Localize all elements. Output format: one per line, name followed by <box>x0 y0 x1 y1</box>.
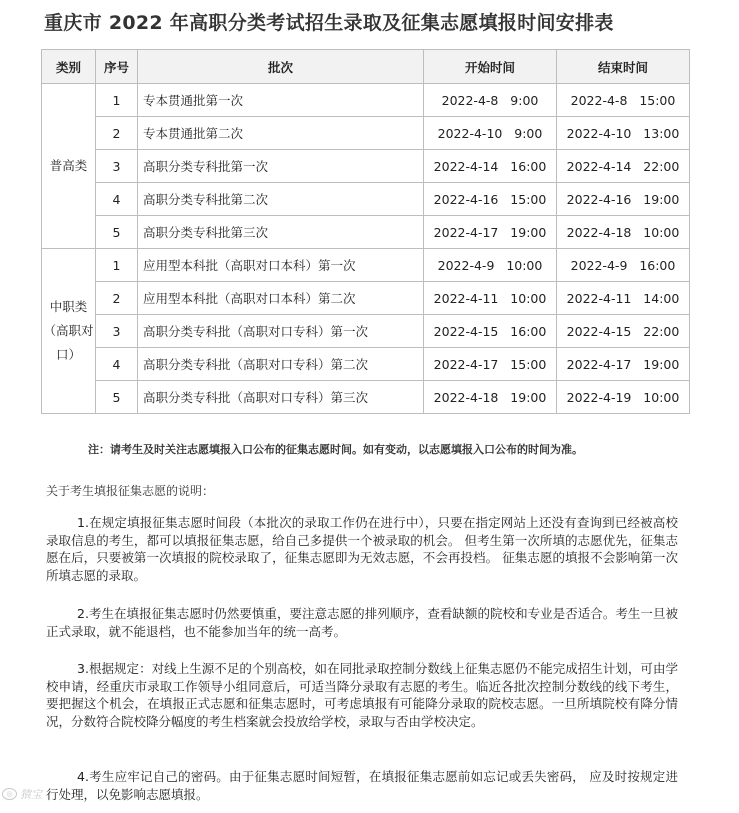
row-number: 1 <box>96 249 138 282</box>
table-row <box>42 315 690 348</box>
header-end-time: 结束时间 <box>557 50 690 84</box>
schedule-table <box>41 49 690 414</box>
header-batch: 批次 <box>138 50 424 84</box>
end-time: 2022-4-15 22:00 <box>557 315 690 348</box>
table-row <box>42 150 690 183</box>
category-cell: 普高类 <box>42 84 96 249</box>
start-time: 2022-4-16 15:00 <box>424 183 557 216</box>
table-row <box>42 381 690 414</box>
end-time: 2022-4-19 10:00 <box>557 381 690 414</box>
end-time: 2022-4-9 16:00 <box>557 249 690 282</box>
row-number: 5 <box>96 381 138 414</box>
end-time: 2022-4-16 19:00 <box>557 183 690 216</box>
watermark-logo-icon: ◎ <box>2 788 17 800</box>
batch-name: 专本贯通批第一次 <box>138 84 424 117</box>
batch-name: 应用型本科批（高职对口本科）第一次 <box>138 249 424 282</box>
start-time: 2022-4-9 10:00 <box>424 249 557 282</box>
row-number: 4 <box>96 183 138 216</box>
header-category: 类别 <box>42 50 96 84</box>
table-row <box>42 282 690 315</box>
start-time: 2022-4-10 9:00 <box>424 117 557 150</box>
row-number: 2 <box>96 282 138 315</box>
end-time: 2022-4-18 10:00 <box>557 216 690 249</box>
table-row <box>42 84 690 117</box>
header-number: 序号 <box>96 50 138 84</box>
page-title: 重庆市 2022 年高职分类考试招生录取及征集志愿填报时间安排表 <box>44 12 614 34</box>
table-note: 注：请考生及时关注志愿填报入口公布的征集志愿时间。如有变动，以志愿填报入口公布的时间为准。 <box>88 443 583 456</box>
explanation-paragraph-4: 4.考生应牢记自己的密码。由于征集志愿时间短暂，在填报征集志愿前如忘记或丢失密码， 应及时按规定进行处理，以免影响志愿填报。 <box>46 769 678 802</box>
end-time: 2022-4-14 22:00 <box>557 150 690 183</box>
start-time: 2022-4-17 15:00 <box>424 348 557 381</box>
start-time: 2022-4-18 19:00 <box>424 381 557 414</box>
row-number: 4 <box>96 348 138 381</box>
end-time: 2022-4-17 19:00 <box>557 348 690 381</box>
row-number: 1 <box>96 84 138 117</box>
start-time: 2022-4-8 9:00 <box>424 84 557 117</box>
start-time: 2022-4-17 19:00 <box>424 216 557 249</box>
batch-name: 高职分类专科批第一次 <box>138 150 424 183</box>
header-start-time: 开始时间 <box>424 50 557 84</box>
batch-name: 高职分类专科批第二次 <box>138 183 424 216</box>
table-row <box>42 117 690 150</box>
row-number: 3 <box>96 315 138 348</box>
batch-name: 高职分类专科批第三次 <box>138 216 424 249</box>
batch-name: 专本贯通批第二次 <box>138 117 424 150</box>
table-row <box>42 249 690 282</box>
batch-name: 高职分类专科批（高职对口专科）第二次 <box>138 348 424 381</box>
watermark-text: 猿宝 <box>20 788 42 801</box>
category-cell: 中职类（高职对口） <box>42 249 96 414</box>
explanation-paragraph-1: 1.在规定填报征集志愿时间段（本批次的录取工作仍在进行中），只要在指定网站上还没有查询到已经被高校录取信息的考生，都可以填报征集志愿，给自己多提供一个被录取的机会。 但考生第一次所填的志愿优先，征集志愿在后，只要被第一次填报的院校录取了，征集志愿即为无效志愿，不会再投档。 征集志愿的填报不会影响第一次所填志愿的录取。 <box>46 515 678 583</box>
row-number: 3 <box>96 150 138 183</box>
explanation-heading: 关于考生填报征集志愿的说明： <box>46 484 215 498</box>
table-header-row <box>42 50 690 84</box>
end-time: 2022-4-11 14:00 <box>557 282 690 315</box>
end-time: 2022-4-10 13:00 <box>557 117 690 150</box>
watermark <box>2 786 42 802</box>
table-row <box>42 183 690 216</box>
batch-name: 高职分类专科批（高职对口专科）第一次 <box>138 315 424 348</box>
start-time: 2022-4-15 16:00 <box>424 315 557 348</box>
explanation-paragraph-3: 3.根据规定：对线上生源不足的个别高校，如在同批录取控制分数线上征集志愿仍不能完成招生计划，可由学校申请，经重庆市录取工作领导小组同意后，可适当降分录取有志愿的考生。临近各批次控制分数线的线下考生，要把握这个机会，在填报正式志愿和征集志愿时，可考虑填报有可能降分录取的院校志愿。一旦所填院校有降分情况，分数符合院校降分幅度的考生档案就会投放给学校，录取与否由学校决定。 <box>46 661 678 729</box>
end-time: 2022-4-8 15:00 <box>557 84 690 117</box>
table-row <box>42 216 690 249</box>
batch-name: 高职分类专科批（高职对口专科）第三次 <box>138 381 424 414</box>
row-number: 5 <box>96 216 138 249</box>
table-row <box>42 348 690 381</box>
batch-name: 应用型本科批（高职对口本科）第二次 <box>138 282 424 315</box>
explanation-paragraph-2: 2.考生在填报征集志愿时仍然要慎重，要注意志愿的排列顺序，查看缺额的院校和专业是否适合。考生一旦被正式录取，就不能退档，也不能参加当年的统一高考。 <box>46 606 678 639</box>
start-time: 2022-4-14 16:00 <box>424 150 557 183</box>
row-number: 2 <box>96 117 138 150</box>
start-time: 2022-4-11 10:00 <box>424 282 557 315</box>
